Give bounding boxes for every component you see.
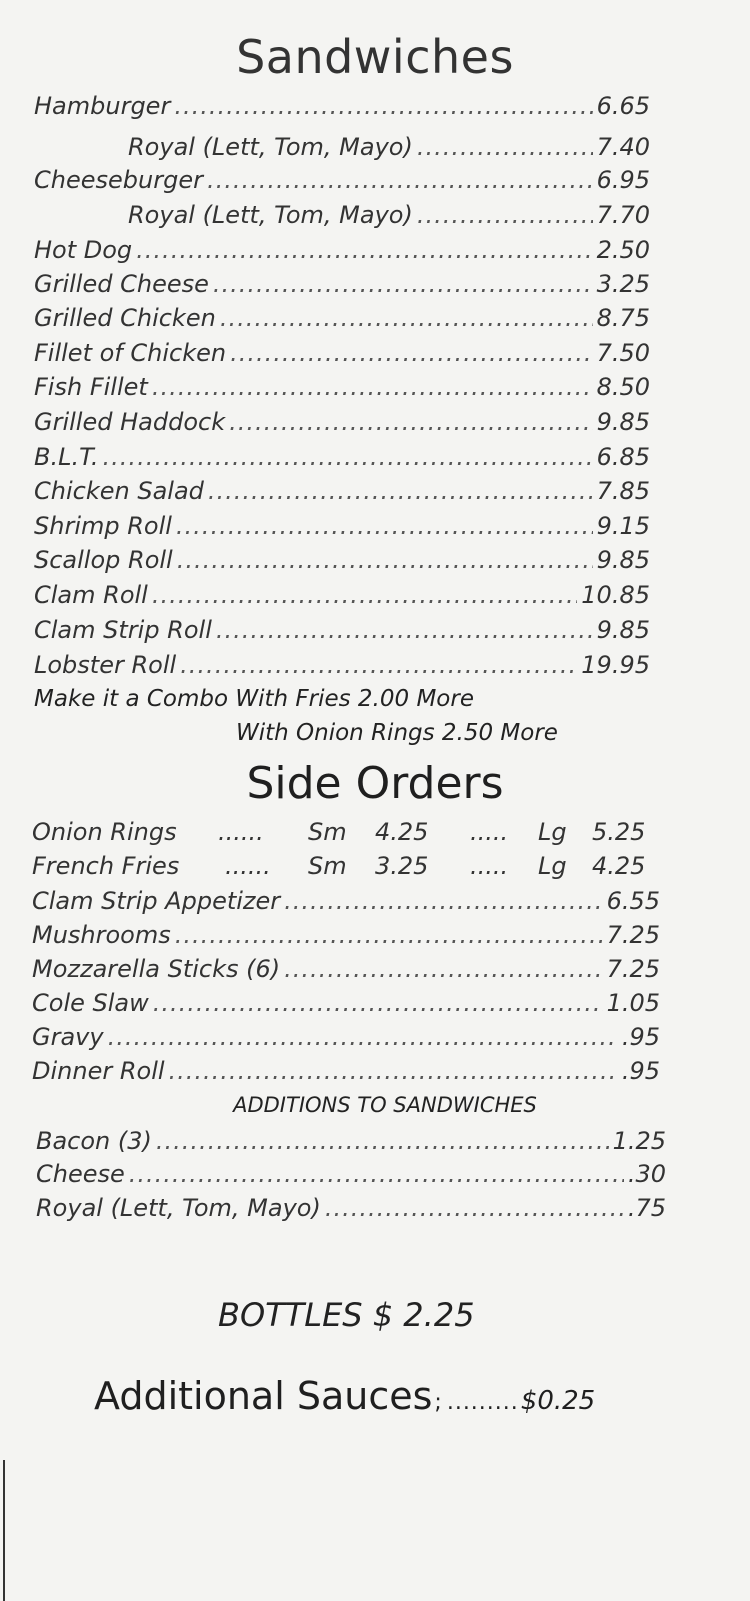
item-price: .75 (627, 1194, 666, 1222)
item-name: Clam Strip Roll (34, 616, 212, 644)
menu-item (34, 651, 650, 679)
item-price: .95 (621, 1023, 660, 1051)
item-price: 7.70 (596, 201, 650, 229)
item-price: 3.25 (596, 270, 650, 298)
item-price: 7.85 (596, 477, 650, 505)
menu-item (36, 1127, 666, 1155)
dot-leader (152, 373, 593, 401)
dot-leader: ...... (218, 818, 264, 846)
item-name: Royal (Lett, Tom, Mayo) (36, 1194, 321, 1222)
menu-item (34, 339, 650, 367)
dot-leader (108, 1023, 618, 1051)
item-price: 8.50 (596, 373, 650, 401)
combo-rings-note: With Onion Rings 2.50 More (236, 720, 558, 746)
sandwiches-heading: Sandwiches (236, 30, 514, 84)
item-name: Onion Rings (32, 818, 177, 846)
dot-leader (180, 651, 577, 679)
item-name: French Fries (32, 852, 180, 880)
combo-fries-note: Make it a Combo With Fries 2.00 More (34, 686, 474, 712)
dot-leader: ..... (470, 852, 509, 880)
item-price: 7.25 (606, 921, 660, 949)
item-name: Cheese (36, 1160, 125, 1188)
item-price: 7.50 (596, 339, 650, 367)
menu-item (32, 921, 660, 949)
size-price: 5.25 (592, 818, 646, 846)
item-name: Hot Dog (34, 236, 133, 264)
menu-item (32, 887, 660, 915)
item-price: 6.85 (596, 443, 650, 471)
sauces-punct: ; (434, 1390, 443, 1415)
item-price: 6.65 (596, 92, 650, 120)
dot-leader (230, 339, 592, 367)
item-price: 6.55 (606, 887, 660, 915)
item-name: Dinner Roll (32, 1057, 165, 1085)
size-price: 3.25 (375, 852, 429, 880)
additions-heading: ADDITIONS TO SANDWICHES (233, 1093, 537, 1117)
dot-leader: ..... (470, 818, 509, 846)
dot-leader (417, 133, 593, 161)
menu-item (128, 133, 650, 161)
menu-item (34, 270, 650, 298)
item-price: 9.85 (596, 546, 650, 574)
size-label: Lg (538, 818, 567, 846)
dot-leader (284, 887, 602, 915)
menu-item (34, 443, 650, 471)
menu-item (36, 1194, 666, 1222)
sized-menu-item (0, 818, 750, 848)
item-name: Royal (Lett, Tom, Mayo) (128, 133, 413, 161)
dot-leader (129, 1160, 624, 1188)
dot-leader (136, 236, 592, 264)
item-name: Grilled Haddock (34, 408, 226, 436)
menu-item (34, 477, 650, 505)
item-name: Royal (Lett, Tom, Mayo) (128, 201, 413, 229)
dot-leader (103, 443, 593, 471)
item-price: .95 (621, 1057, 660, 1085)
dot-leader (213, 270, 593, 298)
dot-leader (152, 581, 577, 609)
item-name: Grilled Chicken (34, 304, 216, 332)
dot-leader (169, 1057, 618, 1085)
dot-leader (175, 921, 603, 949)
sauces-price: $0.25 (520, 1386, 596, 1416)
dot-leader (229, 408, 592, 436)
additional-sauces (94, 1374, 595, 1418)
size-label: Lg (538, 852, 567, 880)
dot-leader (216, 616, 593, 644)
dot-leader (284, 955, 602, 983)
item-name: Mozzarella Sticks (6) (32, 955, 281, 983)
menu-item (34, 236, 650, 264)
menu-item (34, 546, 650, 574)
dot-leader: ......... (446, 1390, 519, 1415)
dot-leader (153, 989, 603, 1017)
size-label: Sm (308, 818, 347, 846)
item-price: 9.85 (596, 408, 650, 436)
sauces-label: Additional Sauces (94, 1374, 433, 1418)
side-orders-heading: Side Orders (246, 758, 504, 809)
item-name: Clam Roll (34, 581, 148, 609)
size-price: 4.25 (375, 818, 429, 846)
item-price: 1.05 (606, 989, 660, 1017)
dot-leader (417, 201, 593, 229)
item-name: Chicken Salad (34, 477, 204, 505)
menu-item (34, 581, 650, 609)
item-name: Grilled Cheese (34, 270, 209, 298)
menu-item (34, 92, 650, 120)
menu-item (32, 955, 660, 983)
item-name: Fillet of Chicken (34, 339, 227, 367)
size-label: Sm (308, 852, 347, 880)
item-name: Fish Fillet (34, 373, 148, 401)
item-name: Clam Strip Appetizer (32, 887, 281, 915)
menu-item (128, 201, 650, 229)
bottles-price: BOTTLES $ 2.25 (218, 1296, 475, 1334)
item-price: 6.95 (596, 166, 650, 194)
size-price: 4.25 (592, 852, 646, 880)
dot-leader (220, 304, 593, 332)
dot-leader (177, 546, 593, 574)
menu-item (34, 166, 650, 194)
item-name: Cole Slaw (32, 989, 149, 1017)
item-name: Lobster Roll (34, 651, 177, 679)
item-name: Scallop Roll (34, 546, 173, 574)
item-price: 1.25 (612, 1127, 666, 1155)
item-price: 8.75 (596, 304, 650, 332)
item-name: Hamburger (34, 92, 171, 120)
menu-item (34, 408, 650, 436)
menu-item (34, 304, 650, 332)
item-price: 19.95 (581, 651, 650, 679)
dot-leader (176, 512, 593, 540)
item-price: .30 (627, 1160, 666, 1188)
menu-item (34, 373, 650, 401)
item-name: Shrimp Roll (34, 512, 172, 540)
item-price: 7.25 (606, 955, 660, 983)
item-price: 10.85 (581, 581, 650, 609)
dot-leader (156, 1127, 609, 1155)
page-edge-line (3, 1460, 5, 1601)
item-name: Bacon (3) (36, 1127, 152, 1155)
item-name: B.L.T. (34, 443, 99, 471)
menu-item (32, 1023, 660, 1051)
menu-item (36, 1160, 666, 1188)
item-price: 7.40 (596, 133, 650, 161)
sized-menu-item (0, 852, 750, 882)
menu-item (34, 616, 650, 644)
item-price: 2.50 (596, 236, 650, 264)
dot-leader (207, 166, 593, 194)
dot-leader (325, 1194, 624, 1222)
menu-item (32, 989, 660, 1017)
item-name: Gravy (32, 1023, 104, 1051)
item-name: Cheeseburger (34, 166, 203, 194)
menu-item (32, 1057, 660, 1085)
dot-leader (208, 477, 593, 505)
dot-leader (174, 92, 592, 120)
dot-leader: ...... (225, 852, 271, 880)
item-name: Mushrooms (32, 921, 171, 949)
item-price: 9.15 (596, 512, 650, 540)
item-price: 9.85 (596, 616, 650, 644)
menu-item (34, 512, 650, 540)
